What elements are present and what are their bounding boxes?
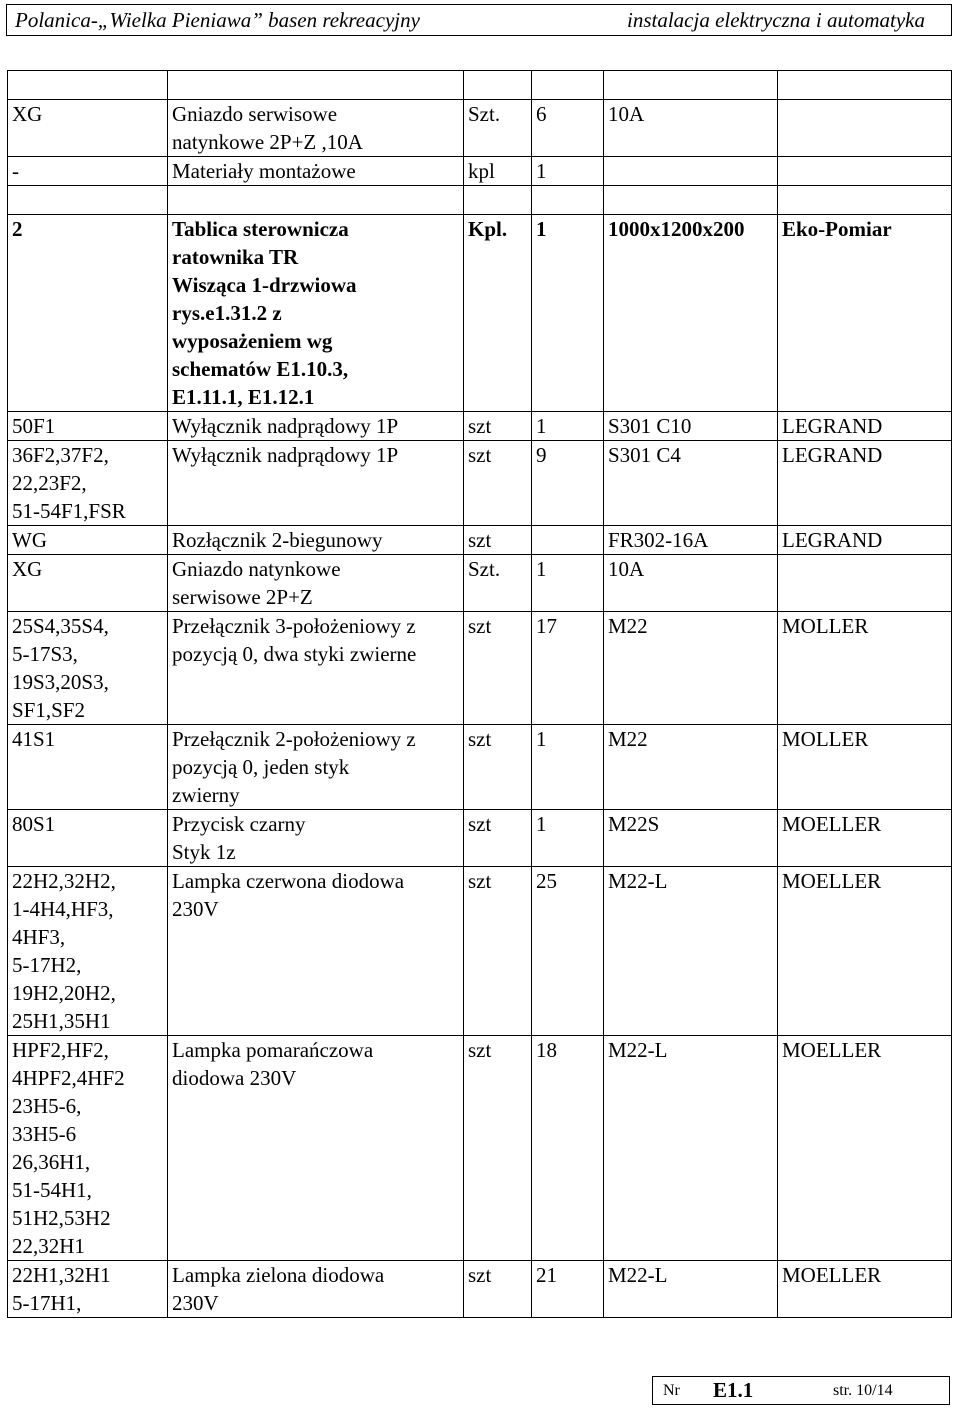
type-cell: M22 xyxy=(604,612,778,725)
table-row xyxy=(8,186,952,215)
symbol-cell: 36F2,37F2, 22,23F2, 51-54F1,FSR xyxy=(8,441,168,526)
type-cell xyxy=(604,71,778,100)
manufacturer-cell: MOLLER xyxy=(778,725,952,810)
type-cell: M22-L xyxy=(604,1036,778,1261)
quantity-cell xyxy=(532,186,604,215)
symbol-cell: - xyxy=(8,157,168,186)
quantity-cell: 6 xyxy=(532,100,604,157)
description-cell: Lampka czerwona diodowa 230V xyxy=(168,867,464,1036)
quantity-cell: 25 xyxy=(532,867,604,1036)
manufacturer-cell: MOLLER xyxy=(778,612,952,725)
unit-cell: kpl xyxy=(464,157,532,186)
description-cell xyxy=(168,71,464,100)
table-row xyxy=(8,725,952,810)
unit-cell xyxy=(464,71,532,100)
project-title: Polanica-„Wielka Pieniawa” basen rekreacyjny xyxy=(15,8,420,32)
type-cell: 10A xyxy=(604,555,778,612)
type-cell: 10A xyxy=(604,100,778,157)
description-cell: Przycisk czarny Styk 1z xyxy=(168,810,464,867)
type-cell: S301 C4 xyxy=(604,441,778,526)
page-footer xyxy=(652,1376,950,1405)
symbol-cell: XG xyxy=(8,555,168,612)
description-cell: Tablica sterownicza ratownika TR Wisząca 1-drzwiowa rys.e1.31.2 z wyposażeniem wg schematów E1.10.3, E1.11.1, E1.12.1 xyxy=(168,215,464,412)
manufacturer-cell xyxy=(778,100,952,157)
quantity-cell: 1 xyxy=(532,157,604,186)
unit-cell xyxy=(464,186,532,215)
drawing-number: E1.1 xyxy=(713,1378,754,1402)
quantity-cell xyxy=(532,526,604,555)
document-subject: instalacja elektryczna i automatyka xyxy=(626,8,925,32)
unit-cell: szt xyxy=(464,441,532,526)
manufacturer-cell: MOELLER xyxy=(778,1261,952,1318)
unit-cell: szt xyxy=(464,526,532,555)
manufacturer-cell xyxy=(778,555,952,612)
nr-label: Nr xyxy=(663,1382,680,1399)
unit-cell: Szt. xyxy=(464,555,532,612)
manufacturer-cell xyxy=(778,186,952,215)
table-row xyxy=(8,867,952,1036)
unit-cell: szt xyxy=(464,612,532,725)
manufacturer-cell: LEGRAND xyxy=(778,441,952,526)
description-cell: Wyłącznik nadprądowy 1P xyxy=(168,441,464,526)
unit-cell: szt xyxy=(464,810,532,867)
type-cell: M22 xyxy=(604,725,778,810)
type-cell: M22-L xyxy=(604,1261,778,1318)
symbol-cell: XG xyxy=(8,100,168,157)
symbol-cell: HPF2,HF2, 4HPF2,4HF2 23H5-6, 33H5-6 26,36H1, 51-54H1, 51H2,53H2 22,32H1 xyxy=(8,1036,168,1261)
symbol-cell: 50F1 xyxy=(8,412,168,441)
table-row xyxy=(8,71,952,100)
symbol-cell: 22H1,32H1 5-17H1, xyxy=(8,1261,168,1318)
manufacturer-cell: LEGRAND xyxy=(778,526,952,555)
description-cell: Przełącznik 2-położeniowy z pozycją 0, jeden styk zwierny xyxy=(168,725,464,810)
type-cell: FR302-16A xyxy=(604,526,778,555)
quantity-cell: 1 xyxy=(532,725,604,810)
quantity-cell: 1 xyxy=(532,412,604,441)
manufacturer-cell xyxy=(778,71,952,100)
quantity-cell: 1 xyxy=(532,810,604,867)
table-row xyxy=(8,810,952,867)
table-row xyxy=(8,555,952,612)
quantity-cell: 1 xyxy=(532,555,604,612)
description-cell xyxy=(168,186,464,215)
table-row xyxy=(8,100,952,157)
unit-cell: Kpl. xyxy=(464,215,532,412)
table-row xyxy=(8,526,952,555)
unit-cell: szt xyxy=(464,1261,532,1318)
table-row xyxy=(8,1036,952,1261)
manufacturer-cell: LEGRAND xyxy=(778,412,952,441)
unit-cell: szt xyxy=(464,1036,532,1261)
table-row xyxy=(8,412,952,441)
quantity-cell: 18 xyxy=(532,1036,604,1261)
type-cell: M22-L xyxy=(604,867,778,1036)
table-row xyxy=(8,1261,952,1318)
table-row xyxy=(8,215,952,412)
unit-cell: szt xyxy=(464,867,532,1036)
manufacturer-cell: MOELLER xyxy=(778,810,952,867)
manufacturer-cell: MOELLER xyxy=(778,867,952,1036)
symbol-cell: 25S4,35S4, 5-17S3, 19S3,20S3, SF1,SF2 xyxy=(8,612,168,725)
quantity-cell: 21 xyxy=(532,1261,604,1318)
description-cell: Lampka zielona diodowa 230V xyxy=(168,1261,464,1318)
unit-cell: szt xyxy=(464,725,532,810)
description-cell: Materiały montażowe xyxy=(168,157,464,186)
description-cell: Lampka pomarańczowa diodowa 230V xyxy=(168,1036,464,1261)
quantity-cell xyxy=(532,71,604,100)
quantity-cell: 1 xyxy=(532,215,604,412)
page-number: str. 10/14 xyxy=(833,1382,893,1399)
manufacturer-cell: MOELLER xyxy=(778,1036,952,1261)
symbol-cell: 2 xyxy=(8,215,168,412)
symbol-cell: WG xyxy=(8,526,168,555)
description-cell: Gniazdo serwisowe natynkowe 2P+Z ,10A xyxy=(168,100,464,157)
quantity-cell: 9 xyxy=(532,441,604,526)
manufacturer-cell xyxy=(778,157,952,186)
symbol-cell: 80S1 xyxy=(8,810,168,867)
page-header xyxy=(6,4,952,36)
type-cell xyxy=(604,186,778,215)
symbol-cell xyxy=(8,186,168,215)
table-row xyxy=(8,441,952,526)
description-cell: Gniazdo natynkowe serwisowe 2P+Z xyxy=(168,555,464,612)
description-cell: Rozłącznik 2-biegunowy xyxy=(168,526,464,555)
type-cell: M22S xyxy=(604,810,778,867)
description-cell: Przełącznik 3-położeniowy z pozycją 0, dwa styki zwierne xyxy=(168,612,464,725)
table-row xyxy=(8,612,952,725)
type-cell: 1000x1200x200 xyxy=(604,215,778,412)
description-cell: Wyłącznik nadprądowy 1P xyxy=(168,412,464,441)
symbol-cell: 22H2,32H2, 1-4H4,HF3, 4HF3, 5-17H2, 19H2,20H2, 25H1,35H1 xyxy=(8,867,168,1036)
quantity-cell: 17 xyxy=(532,612,604,725)
symbol-cell: 41S1 xyxy=(8,725,168,810)
symbol-cell xyxy=(8,71,168,100)
table-row xyxy=(8,157,952,186)
equipment-table xyxy=(7,70,952,1318)
type-cell: S301 C10 xyxy=(604,412,778,441)
type-cell xyxy=(604,157,778,186)
equipment-table-body xyxy=(8,71,952,1318)
unit-cell: Szt. xyxy=(464,100,532,157)
unit-cell: szt xyxy=(464,412,532,441)
manufacturer-cell: Eko-Pomiar xyxy=(778,215,952,412)
